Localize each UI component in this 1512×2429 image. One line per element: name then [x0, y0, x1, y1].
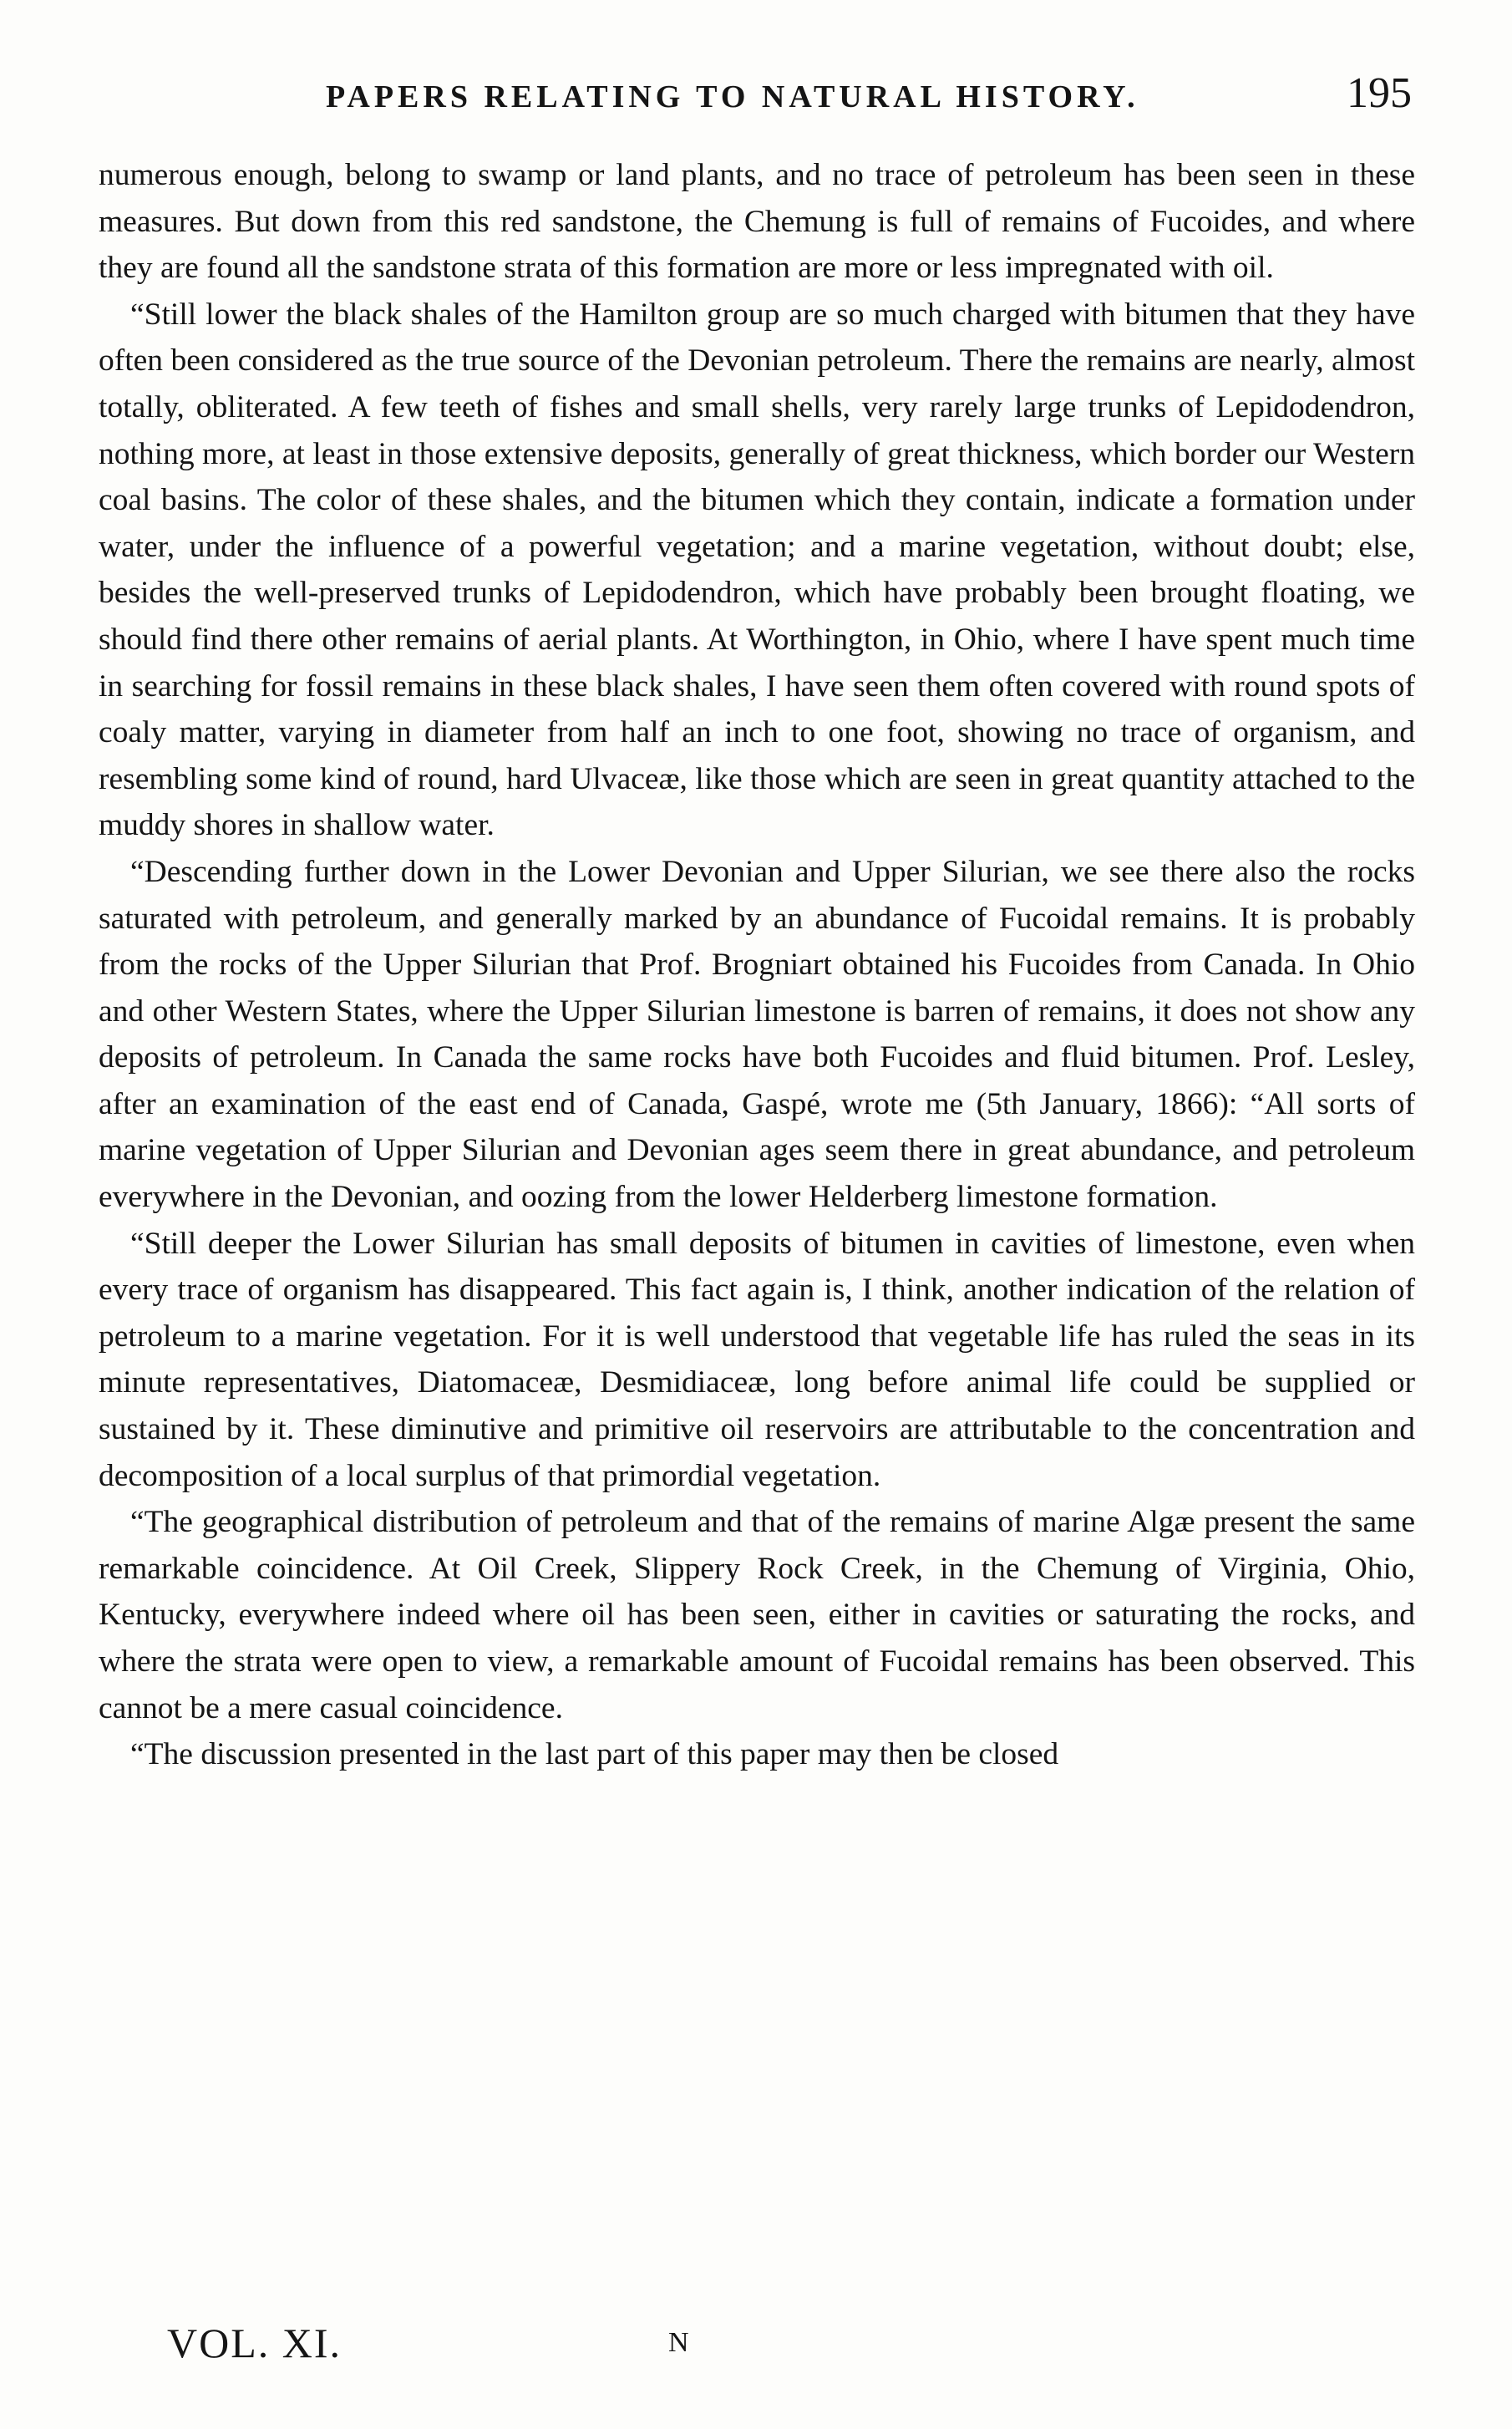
paragraph-5: “The geographical distribution of petroleum and that of the remains of marine Algæ present the same remarkable coincidence. At Oil Creek, Slippery Rock Creek, in the Chemung of Virginia, Ohio, Kentucky, everywhere indeed where oil has been seen, either in cavities or saturating the rocks, and where the strata were open to view, a remarkable amount of Fucoidal remains has been observed. This cannot be a mere casual coincidence.	[99, 1505, 1415, 1725]
paragraph-4: “Still deeper the Lower Silurian has small deposits of bitumen in cavities of limestone, even when every trace of organism has disappeared. This fact again is, I think, another indication of the relation of petroleum to a marine vegetation. For it is well understood that vegetable life has ruled the seas in its minute representatives, Diatomaceæ, Desmidiaceæ, long before animal life could be supplied or sustained by it. These diminutive and primitive oil reservoirs are attributable to the concentration and decomposition of a local surplus of that primordial vegetation.	[99, 1226, 1415, 1493]
running-title: PAPERS RELATING TO NATURAL HISTORY.	[326, 79, 1139, 114]
paragraph-6: “The discussion presented in the last part of this paper may then be closed	[130, 1737, 1059, 1772]
page-footer	[159, 2319, 1328, 2377]
body-text	[99, 152, 1415, 1778]
paragraph-1: numerous enough, belong to swamp or land plants, and no trace of petroleum has been seen in these measures. But down from this red sandstone, the Chemung is full of remains of Fucoides, and where they are found all the sandstone strata of this formation are more or less impregnated with oil.	[99, 158, 1415, 286]
page-number: 195	[1347, 69, 1412, 117]
volume-mark: VOL. XI.	[167, 2320, 342, 2366]
paragraph-2: “Still lower the black shales of the Hamilton group are so much charged with bitumen that they have often been considered as the true source of the Devonian petroleum. There the remains are nearly, almost totally, obliterated. A few teeth of fishes and small shells, very rarely large trunks of Lepidodendron, nothing more, at least in those extensive deposits, generally of great thickness, which border our Western coal basins. The color of these shales, and the bitumen which they contain, indicate a formation under water, under the influence of a powerful vegetation; and a marine vegetation, without doubt; else, besides the well-preserved trunks of Lepidodendron, which have probably been brought floating, we should find there other remains of aerial plants. At Worthington, in Ohio, where I have spent much time in searching for fossil remains in these black shales, I have seen them often covered with round spots of coaly matter, varying in diameter from half an inch to one foot, showing no trace of organism, and resembling some kind of round, hard Ulvaceæ, like those which are seen in great quantity attached to the muddy shores in shallow water.	[99, 297, 1415, 843]
running-header	[159, 69, 1412, 127]
signature-mark: N	[668, 2327, 689, 2358]
paragraph-3: “Descending further down in the Lower Devonian and Upper Silurian, we see there also the rocks saturated with petroleum, and generally marked by an abundance of Fucoidal remains. It is probably from the rocks of the Upper Silurian that Prof. Brogniart obtained his Fucoides from Canada. In Ohio and other Western States, where the Upper Silurian limestone is barren of remains, it does not show any deposits of petroleum. In Canada the same rocks have both Fucoides and fluid bitumen. Prof. Lesley, after an examination of the east end of Canada, Gaspé, wrote me (5th January, 1866): “All sorts of marine vegetation of Upper Silurian and Devonian ages seem there in great abundance, and petroleum everywhere in the Devonian, and oozing from the lower Helderberg limestone formation.	[99, 854, 1415, 1215]
